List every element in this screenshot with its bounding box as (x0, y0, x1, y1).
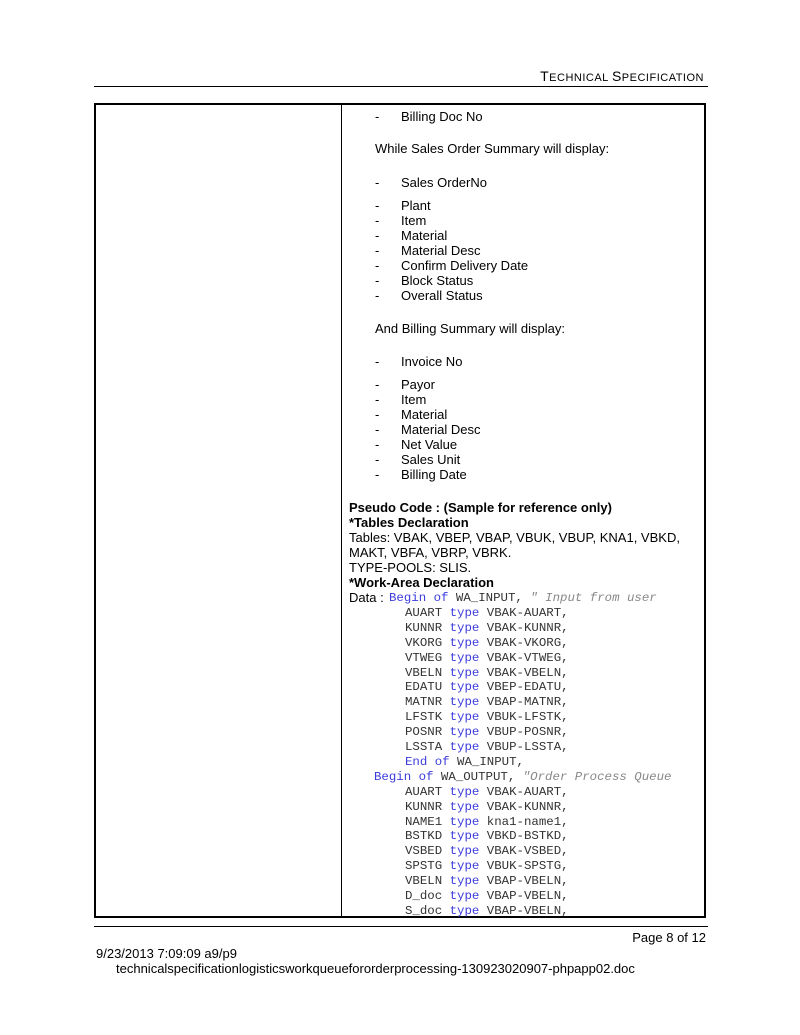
code-line: SPSTG type VBUK-SPSTG, (405, 859, 569, 874)
list-item-label: Confirm Delivery Date (401, 258, 529, 273)
list-dash: - (375, 213, 380, 228)
list-dash: - (375, 198, 380, 213)
list-dash: - (375, 243, 380, 258)
code-line: AUART type VBAK-AUART, (405, 605, 569, 620)
code-line: POSNR type VBUP-POSNR, (405, 725, 569, 740)
spec-table: - Billing Doc No While Sales Order Summary will display: - Sales OrderNo - Plant - Item - Material - Material Desc - Confirm Delivery Date - Block Status - Overall Status And Billing Summary will display: - Invoice No - Payor - Item - Material - Material Desc - Net Value - Sales Unit - Billing Date Pseudo Code : (Sample for reference only) *Tables Declaration Tables: VBAK, VBEP, VBAP, VBUK, VBUP, KNA1, VBKD, MAKT, VBFA, VBRP, VBRK. TYPE-POOLS: SLIS. *Work-Area Declaration Data : Begin of WA_INPUT, " Input from user AUART type VBAK-AUART, KUNNR type VBAK-KUNNR, VKORG type VBAK-VKORG, VTWEG type VBAK-VTWEG, VBELN type VBAK-VBELN, EDATU type VBEP-EDATU, MATNR type VBAP-MATNR, LFSTK type VBUK-LFSTK, POSNR type VBUP-POSNR, LSSTA type VBUP-LSSTA, End of WA_INPUT, Begin of WA_OUTPUT, "Order Process Queue AUART type VBAK-AUART, KUNNR type VBAK-KUNNR, NAME1 type kna1-name1, BSTKD type VBKD-BSTKD, VSBED type VBAK-VSBED, SPSTG type VBUK-SPSTG, VBELN type VBAP-VBELN, D_doc type VBAP-VBELN, S_doc type VBAP-VBELN, (94, 103, 706, 918)
list-item-label: Overall Status (401, 288, 483, 303)
code-line: VKORG type VBAK-VKORG, (405, 635, 569, 650)
code-line: VTWEG type VBAK-VTWEG, (405, 650, 569, 665)
code-line: NAME1 type kna1-name1, (405, 814, 569, 829)
list-item-label: Block Status (401, 273, 474, 288)
list-item-label: Item (401, 392, 427, 407)
type-pools-line: TYPE-POOLS: SLIS. (349, 560, 472, 575)
list-dash: - (375, 437, 380, 452)
header-title: TECHNICAL SPECIFICATION (540, 68, 704, 84)
code-line: KUNNR type VBAK-KUNNR, (405, 620, 569, 635)
code-line: LFSTK type VBUK-LFSTK, (405, 710, 569, 725)
footer-rule (94, 926, 708, 927)
list-dash: - (375, 258, 380, 273)
tables-line-2: MAKT, VBFA, VBRP, VBRK. (349, 545, 512, 560)
list-item-label: Material (401, 228, 448, 243)
list-dash: - (375, 467, 380, 482)
list-dash: - (375, 273, 380, 288)
code-line: LSSTA type VBUP-LSSTA, (405, 740, 569, 754)
data-label: Data : (349, 590, 384, 605)
code-line: AUART type VBAK-AUART, (405, 784, 569, 799)
code-line: S_doc type VBAP-VBELN, (405, 903, 569, 918)
list-dash: - (375, 407, 380, 422)
list-dash: - (375, 422, 380, 437)
list-item-label: Plant (401, 198, 431, 213)
list-dash: - (375, 288, 380, 303)
tables-line-1: Tables: VBAK, VBEP, VBAP, VBUK, VBUP, KNA1, VBKD, (349, 530, 680, 545)
print-date: 9/23/2013 7:09:09 a9/p9 (96, 946, 237, 961)
list-item-label: Billing Date (401, 467, 467, 482)
list-item-label: Net Value (401, 437, 458, 452)
code-line: VBELN type VBAP-VBELN, (405, 874, 569, 889)
tables-declaration-heading: *Tables Declaration (349, 515, 469, 530)
input-end-line: End of WA_INPUT, (405, 754, 524, 769)
list-item-label: Material Desc (401, 243, 481, 258)
list-item-label: Sales Unit (401, 452, 461, 467)
workarea-declaration-heading: *Work-Area Declaration (349, 575, 494, 590)
header-rule (94, 86, 708, 87)
file-name: technicalspecificationlogisticsworkqueuefororderprocessing-130923020907-phpapp02.doc (116, 961, 635, 976)
page-number: Page 8 of 12 (632, 930, 706, 945)
list-item-label: Item (401, 213, 427, 228)
list-item-label: Material Desc (401, 422, 481, 437)
list-dash: - (375, 377, 380, 392)
list-dash: - (375, 452, 380, 467)
list-dash: - (375, 228, 380, 243)
list-dash: - (375, 392, 380, 407)
code-line: VBELN type VBAK-VBELN, (405, 665, 569, 680)
pseudo-code-title: Pseudo Code : (Sample for reference only) (349, 500, 612, 515)
list-item-label: Payor (401, 377, 435, 392)
code-line: D_doc type VBAP-VBELN, (405, 889, 569, 903)
output-begin-line: Begin of WA_OUTPUT, "Order Process Queue (374, 769, 672, 784)
code-line: VSBED type VBAK-VSBED, (405, 844, 569, 859)
sales-intro: While Sales Order Summary will display: (375, 141, 610, 156)
billing-intro: And Billing Summary will display: (375, 321, 566, 336)
code-line: BSTKD type VBKD-BSTKD, (405, 829, 569, 844)
table-column-divider (341, 105, 342, 916)
code-line: MATNR type VBAP-MATNR, (405, 695, 569, 710)
list-item-label: Material (401, 407, 448, 422)
input-begin-line: Begin of WA_INPUT, " Input from user (389, 591, 657, 605)
code-line: EDATU type VBEP-EDATU, (405, 680, 569, 695)
code-line: KUNNR type VBAK-KUNNR, (405, 799, 569, 814)
